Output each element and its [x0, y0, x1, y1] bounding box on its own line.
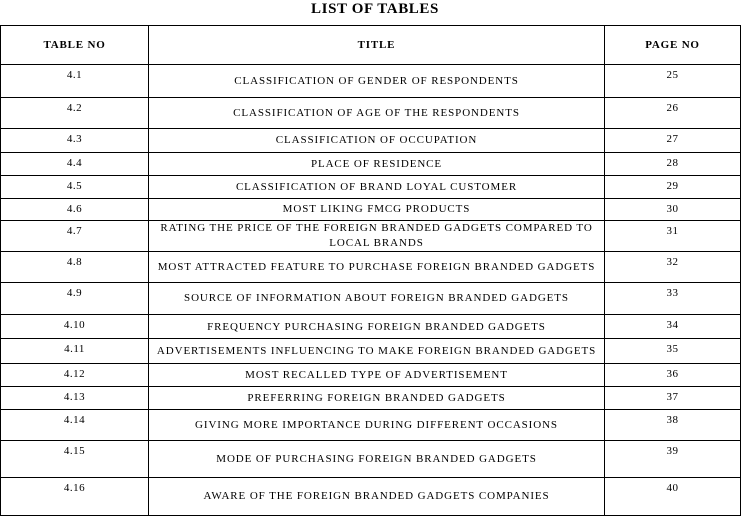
- table-row: [1, 221, 741, 252]
- table-row: [1, 65, 741, 98]
- table-number: 4.1: [1, 65, 149, 98]
- page-number: 40: [605, 478, 741, 516]
- page-number: 38: [605, 410, 741, 441]
- table-title: PREFERRING FOREIGN BRANDED GADGETS: [149, 387, 605, 410]
- table-row: [1, 339, 741, 364]
- table-title: CLASSIFICATION OF OCCUPATION: [149, 129, 605, 153]
- page-number: 34: [605, 315, 741, 339]
- header-row: [1, 26, 741, 65]
- table-title: MOST RECALLED TYPE OF ADVERTISEMENT: [149, 364, 605, 387]
- table-row: [1, 315, 741, 339]
- table-title: CLASSIFICATION OF BRAND LOYAL CUSTOMER: [149, 176, 605, 199]
- table-row: [1, 176, 741, 199]
- table-row: [1, 441, 741, 478]
- table-number: 4.2: [1, 98, 149, 129]
- table-number: 4.12: [1, 364, 149, 387]
- page-title: LIST OF TABLES: [311, 1, 439, 17]
- table-row: [1, 98, 741, 129]
- table-row: [1, 129, 741, 153]
- table-title: CLASSIFICATION OF GENDER OF RESPONDENTS: [149, 65, 605, 98]
- page-number: 33: [605, 283, 741, 315]
- table-number: 4.7: [1, 221, 149, 252]
- table-title: RATING THE PRICE OF THE FOREIGN BRANDED GADGETS COMPARED TO LOCAL BRANDS: [149, 221, 605, 252]
- table-number: 4.16: [1, 478, 149, 516]
- list-of-tables: [0, 25, 741, 516]
- table-title: MOST ATTRACTED FEATURE TO PURCHASE FOREIGN BRANDED GADGETS: [149, 252, 605, 283]
- table-row: [1, 153, 741, 176]
- table-title: ADVERTISEMENTS INFLUENCING TO MAKE FOREIGN BRANDED GADGETS: [149, 339, 605, 364]
- header-page-no: PAGE NO: [605, 26, 741, 65]
- table-number: 4.14: [1, 410, 149, 441]
- page-number: 31: [605, 221, 741, 252]
- table-title: MODE OF PURCHASING FOREIGN BRANDED GADGETS: [149, 441, 605, 478]
- table-title: CLASSIFICATION OF AGE OF THE RESPONDENTS: [149, 98, 605, 129]
- table-title: PLACE OF RESIDENCE: [149, 153, 605, 176]
- table-row: [1, 283, 741, 315]
- page-number: 37: [605, 387, 741, 410]
- table-number: 4.15: [1, 441, 149, 478]
- table-number: 4.9: [1, 283, 149, 315]
- table-number: 4.10: [1, 315, 149, 339]
- table-row: [1, 364, 741, 387]
- table-row: [1, 410, 741, 441]
- table-row: [1, 199, 741, 221]
- table-number: 4.6: [1, 199, 149, 221]
- page-number: 27: [605, 129, 741, 153]
- table-number: 4.8: [1, 252, 149, 283]
- page-number: 39: [605, 441, 741, 478]
- table-number: 4.11: [1, 339, 149, 364]
- header-title: TITLE: [149, 26, 605, 65]
- table-row: [1, 478, 741, 516]
- page-number: 28: [605, 153, 741, 176]
- page-number: 35: [605, 339, 741, 364]
- table-title: AWARE OF THE FOREIGN BRANDED GADGETS COMPANIES: [149, 478, 605, 516]
- table-row: [1, 252, 741, 283]
- page-number: 30: [605, 199, 741, 221]
- page-number: 32: [605, 252, 741, 283]
- table-title: SOURCE OF INFORMATION ABOUT FOREIGN BRANDED GADGETS: [149, 283, 605, 315]
- table-number: 4.4: [1, 153, 149, 176]
- table-title: FREQUENCY PURCHASING FOREIGN BRANDED GADGETS: [149, 315, 605, 339]
- table-title: MOST LIKING FMCG PRODUCTS: [149, 199, 605, 221]
- page-number: 29: [605, 176, 741, 199]
- header-table-no: TABLE NO: [1, 26, 149, 65]
- table-title: GIVING MORE IMPORTANCE DURING DIFFERENT OCCASIONS: [149, 410, 605, 441]
- table-number: 4.5: [1, 176, 149, 199]
- page-number: 36: [605, 364, 741, 387]
- page-number: 25: [605, 65, 741, 98]
- table-number: 4.13: [1, 387, 149, 410]
- table-number: 4.3: [1, 129, 149, 153]
- page-number: 26: [605, 98, 741, 129]
- table-row: [1, 387, 741, 410]
